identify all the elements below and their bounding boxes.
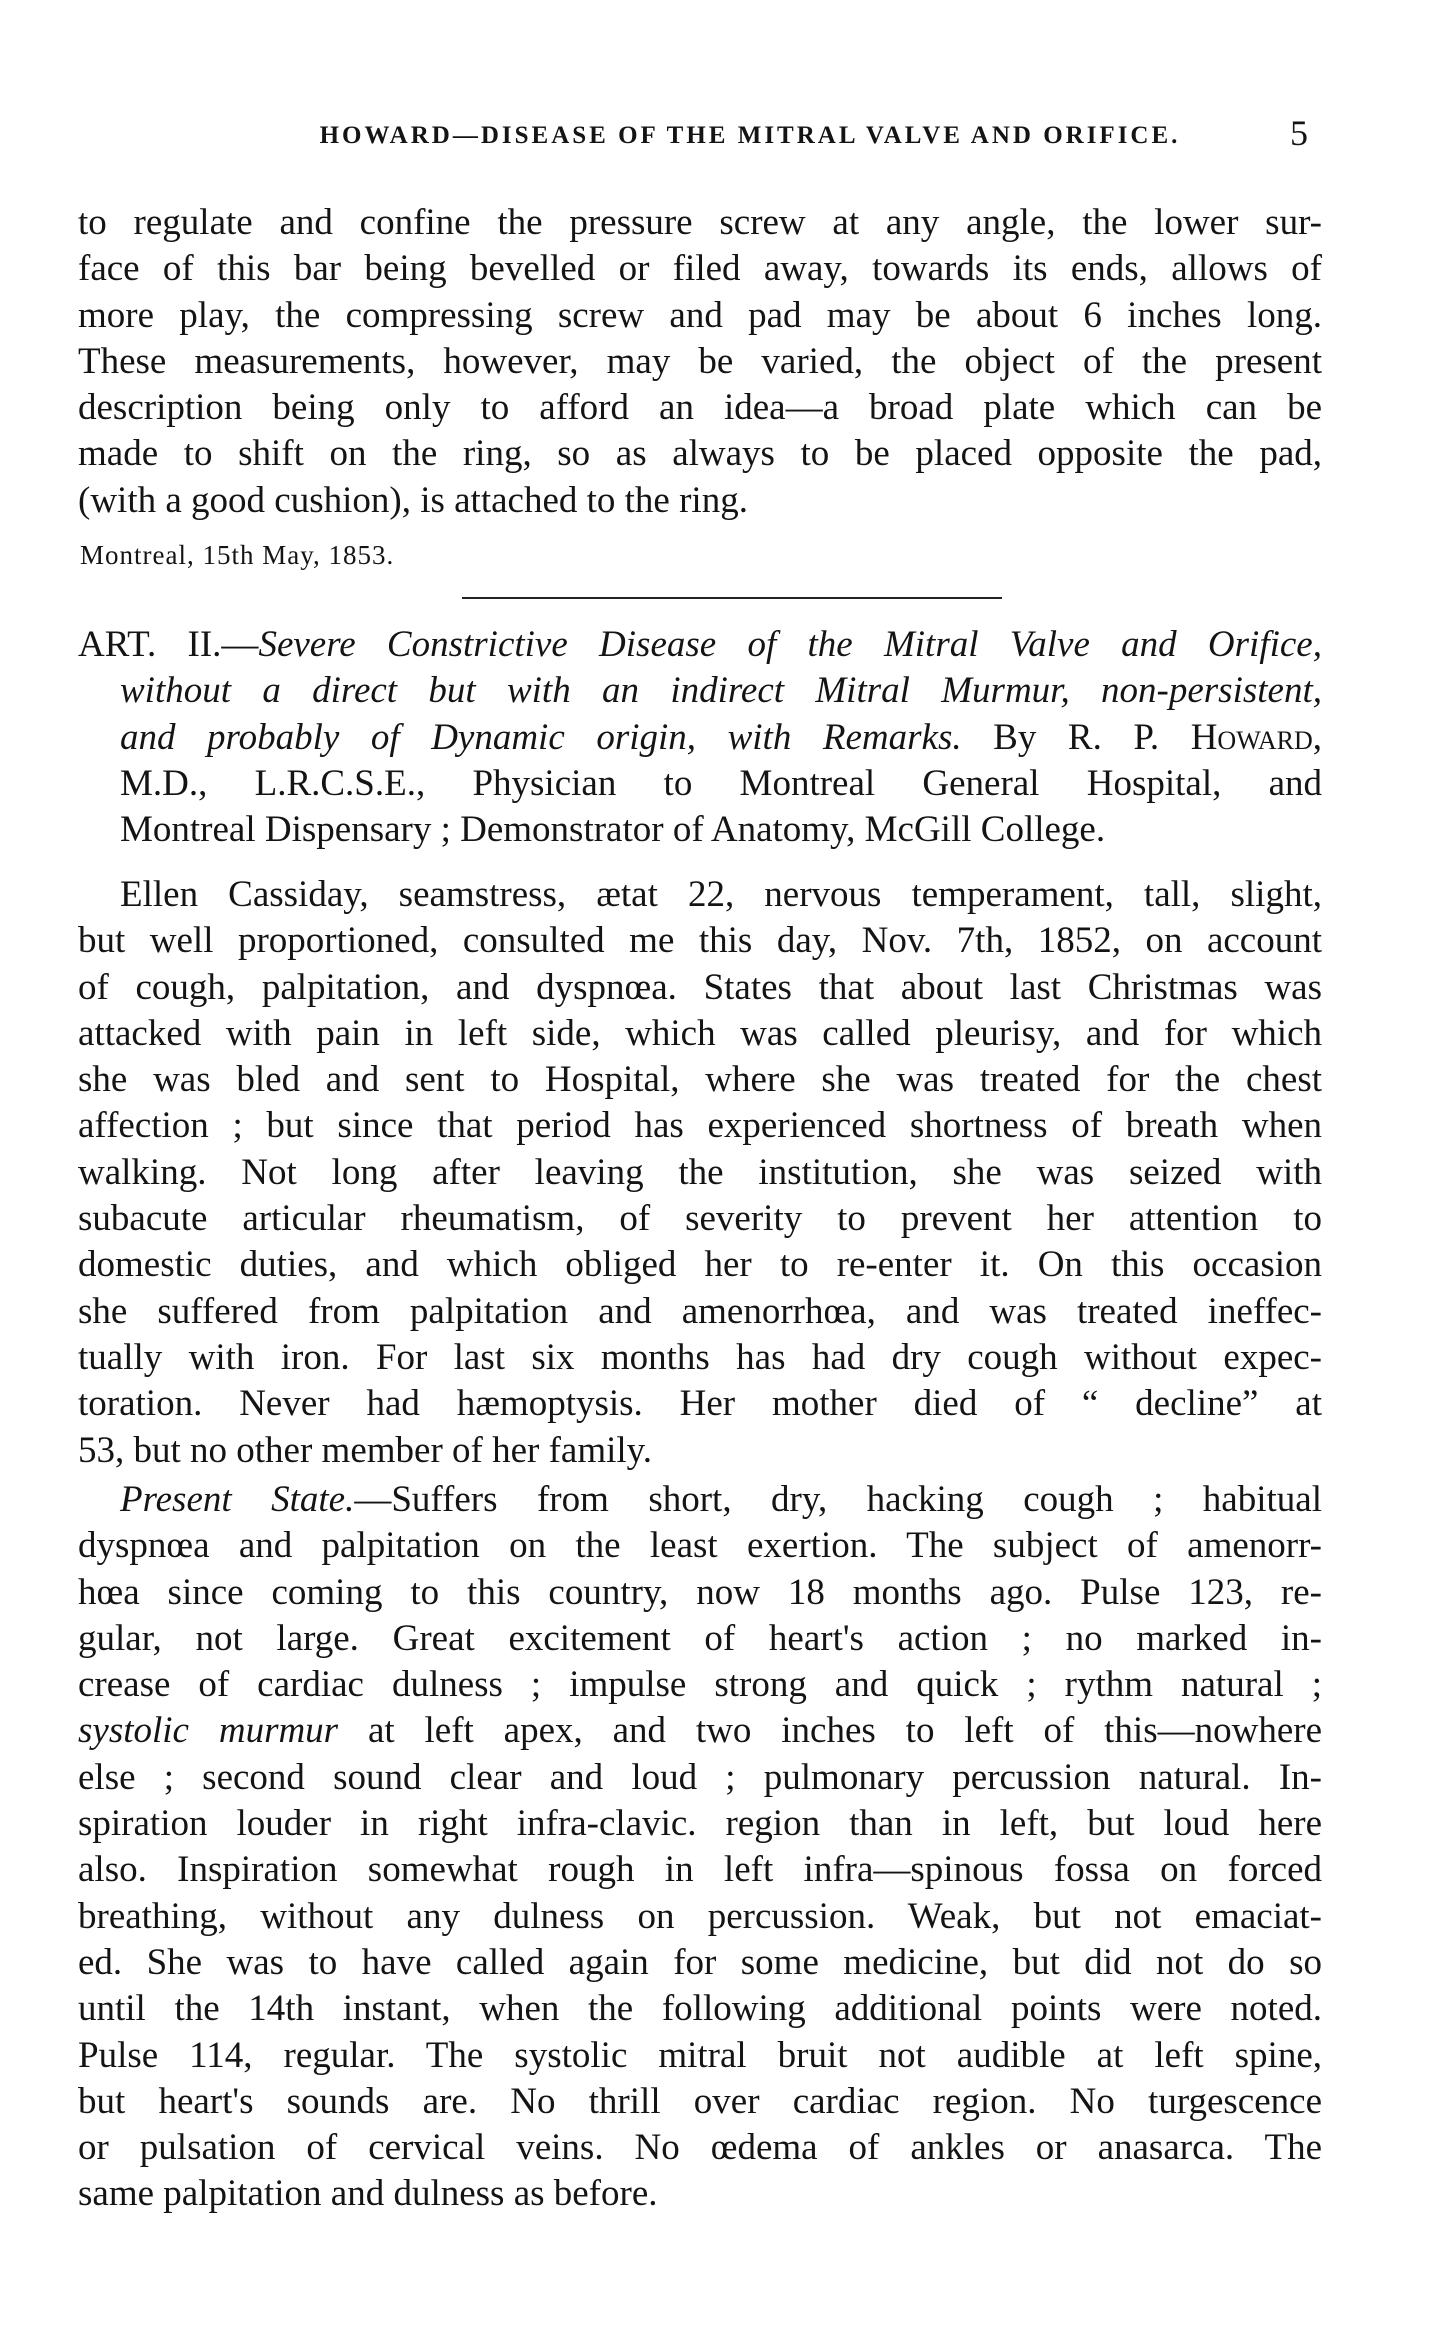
text-line: also. Inspiration somewhat rough in left infra—spinous fossa on forced bbox=[78, 1849, 1322, 1891]
article-heading bbox=[78, 622, 1322, 853]
article-number: ART. II.— bbox=[78, 624, 259, 665]
text-line: she suffered from palpitation and amenorrhœa, and was treated ineffec- bbox=[78, 1290, 1322, 1332]
text-line: of cough, palpitation, and dyspnœa. States that about last Christmas was bbox=[78, 966, 1322, 1008]
text-line: walking. Not long after leaving the institution, she was seized with bbox=[78, 1151, 1322, 1193]
present-state-paragraph bbox=[78, 1477, 1322, 2218]
text-line bbox=[78, 1708, 1322, 1754]
text-line: made to shift on the ring, so as always to be placed opposite the pad, bbox=[78, 433, 1322, 475]
text-line: gular, not large. Great excitement of heart's action ; no marked in- bbox=[78, 1617, 1322, 1659]
text-line: hœa since coming to this country, now 18 months ago. Pulse 123, re- bbox=[78, 1571, 1322, 1613]
article-title-part: without a direct but with an indirect Mitral Murmur, non-persistent, bbox=[120, 670, 1322, 712]
text-line: or pulsation of cervical veins. No œdema of ankles or anasarca. The bbox=[78, 2127, 1322, 2169]
article-title-part: Severe Constrictive Disease of the Mitral Valve and Orifice, bbox=[258, 624, 1322, 665]
text-line: Pulse 114, regular. The systolic mitral bruit not audible at left spine, bbox=[78, 2034, 1322, 2076]
text-line: description being only to afford an idea—a broad plate which can be bbox=[78, 387, 1322, 429]
article-heading-line: Montreal Dispensary ; Demonstrator of Anatomy, McGill College. bbox=[120, 809, 1106, 851]
byline-word: By bbox=[993, 716, 1037, 758]
paragraph-continued bbox=[78, 200, 1322, 524]
text-line: to regulate and confine the pressure screw at any angle, the lower sur- bbox=[78, 202, 1322, 243]
text-run: —Suffers from short, dry, hacking cough ; habitual bbox=[354, 1479, 1322, 1520]
section-divider bbox=[462, 597, 1002, 599]
page-number: 5 bbox=[1290, 113, 1308, 153]
text-line bbox=[78, 1477, 1322, 1523]
article-heading-line bbox=[78, 715, 1322, 761]
text-line: toration. Never had hæmoptysis. Her mother died of “ decline” at bbox=[78, 1383, 1322, 1425]
text-line: crease of cardiac dulness ; impulse strong and quick ; rythm natural ; bbox=[78, 1664, 1322, 1706]
text-line: until the 14th instant, when the following additional points were noted. bbox=[78, 1988, 1322, 2030]
text-line: 53, but no other member of her family. bbox=[78, 1429, 653, 1471]
section-lead: Present State. bbox=[120, 1479, 355, 1520]
text-line: attacked with pain in left side, which was called pleurisy, and for which bbox=[78, 1012, 1322, 1054]
text-line: but heart's sounds are. No thrill over cardiac region. No turgescence bbox=[78, 2080, 1322, 2122]
text-line: same palpitation and dulness as before. bbox=[78, 2173, 658, 2215]
article-heading-line: M.D., L.R.C.S.E., Physician to Montreal General Hospital, and bbox=[120, 762, 1322, 804]
text-line: (with a good cushion), is attached to the ring. bbox=[78, 479, 748, 521]
text-line: domestic duties, and which obliged her to re-enter it. On this occasion bbox=[78, 1244, 1322, 1286]
text-line: she was bled and sent to Hospital, where she was treated for the chest bbox=[78, 1059, 1322, 1101]
article-heading-line bbox=[78, 668, 1322, 714]
text-run: at left apex, and two inches to left of this—nowhere bbox=[338, 1710, 1322, 1752]
text-line: but well proportioned, consulted me this day, Nov. 7th, 1852, on account bbox=[78, 920, 1322, 962]
case-history-paragraph bbox=[78, 872, 1322, 1474]
text-line: affection ; but since that period has experienced shortness of breath when bbox=[78, 1105, 1322, 1147]
emphasis-term: systolic murmur bbox=[78, 1710, 339, 1752]
text-line: Ellen Cassiday, seamstress, ætat 22, nervous temperament, tall, slight, bbox=[120, 874, 1322, 915]
text-line: else ; second sound clear and loud ; pulmonary percussion natural. In- bbox=[78, 1756, 1322, 1798]
text-line: ed. She was to have called again for some medicine, but did not do so bbox=[78, 1941, 1322, 1983]
text-line: These measurements, however, may be varied, the object of the present bbox=[78, 340, 1322, 382]
article-title-part: and probably of Dynamic origin, with Remarks. bbox=[120, 716, 962, 758]
running-head: HOWARD—DISEASE OF THE MITRAL VALVE AND ORIFICE. bbox=[319, 122, 1181, 149]
text-line: breathing, without any dulness on percussion. Weak, but not emaciat- bbox=[78, 1895, 1322, 1937]
text-line: dyspnœa and palpitation on the least exertion. The subject of amenorr- bbox=[78, 1525, 1322, 1567]
text-line: more play, the compressing screw and pad may be about 6 inches long. bbox=[78, 294, 1322, 336]
text-line: spiration louder in right infra-clavic. region than in left, but loud here bbox=[78, 1803, 1322, 1845]
text-line: face of this bar being bevelled or filed away, towards its ends, allows of bbox=[78, 248, 1322, 290]
dateline: Montreal, 15th May, 1853. bbox=[80, 540, 395, 570]
text-line: tually with iron. For last six months has had dry cough without expec- bbox=[78, 1336, 1322, 1378]
author-name: R. P. Howard, bbox=[1067, 716, 1322, 758]
text-line: subacute articular rheumatism, of severity to prevent her attention to bbox=[78, 1198, 1322, 1240]
article-heading-line bbox=[78, 622, 1322, 668]
